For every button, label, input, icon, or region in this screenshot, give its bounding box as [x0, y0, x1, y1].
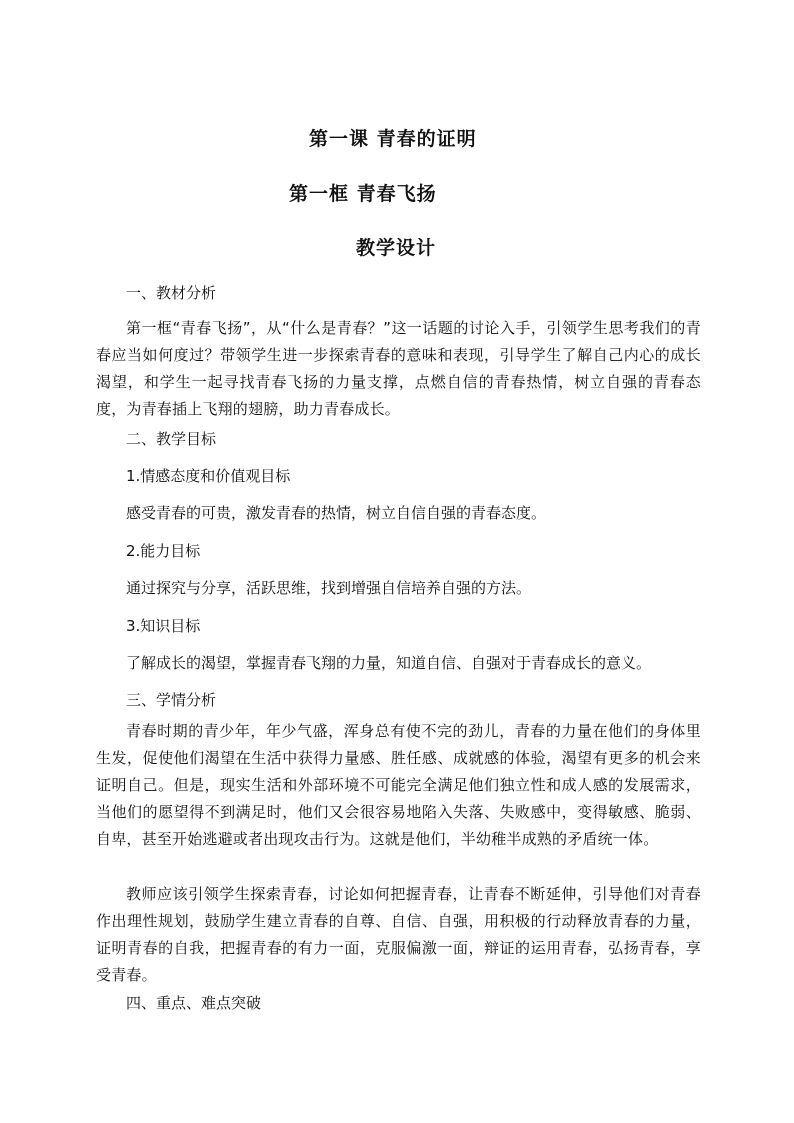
goal-2-text: 通过探究与分享，活跃思维，找到增强自信培养自强的方法。	[126, 579, 532, 597]
learner-heading: 三、学情分析	[126, 691, 217, 709]
focus-heading: 四、重点、难点突破	[126, 994, 262, 1012]
learner-paragraph-2: 教师应该引领学生探索青春，讨论如何把握青春，让青春不断延伸，引导他们对青春作出理性规划，鼓励学生建立青春的自尊、自信、自强，用积极的行动释放青春的力量，证明青春的自我，把握青春的有力一面，克服偏激一面，辩证的运用青春，弘扬青春，享受青春。	[96, 885, 701, 984]
lesson-title: 第一课 青春的证明	[309, 128, 477, 150]
goals-heading: 二、教学目标	[126, 430, 217, 448]
section-title: 第一框 青春飞扬	[289, 183, 437, 205]
goal-1-text: 感受青春的可贵，激发青春的热情，树立自信自强的青春态度。	[126, 504, 547, 522]
analysis-paragraph: 第一框“青春飞扬”，从“什么是青春？”这一话题的讨论入手，引领学生思考我们的青春应当如何度过？带领学生进一步探索青春的意味和表现，引导学生了解自己内心的成长渴望，和学生一起寻找青春飞扬的力量支撑，点燃自信的青春热情，树立自强的青春态度，为青春插上飞翔的翅膀，助力青春成长。	[96, 319, 701, 418]
design-title: 教学设计	[356, 237, 437, 259]
goal-2-heading: 2.能力目标	[126, 542, 201, 560]
learner-paragraph-1: 青春时期的青少年，年少气盛，浑身总有使不完的劲儿，青春的力量在他们的身体里生发，促使他们渴望在生活中获得力量感、胜任感、成就感的体验，渴望有更多的机会来证明自己。但是，现实生活和外部环境不可能完全满足他们独立性和成人感的发展需求，当他们的愿望得不到满足时，他们又会很容易地陷入失落、失败感中，变得敏感、脆弱、自卑，甚至开始逃避或者出现攻击行为。这就是他们，半幼稚半成熟的矛盾统一体。	[96, 722, 701, 848]
goal-1-heading: 1.情感态度和价值观目标	[126, 467, 291, 485]
analysis-heading: 一、教材分析	[126, 284, 217, 302]
goal-3-heading: 3.知识目标	[126, 617, 201, 635]
goal-3-text: 了解成长的渴望，掌握青春飞翔的力量，知道自信、自强对于青春成长的意义。	[126, 654, 652, 672]
